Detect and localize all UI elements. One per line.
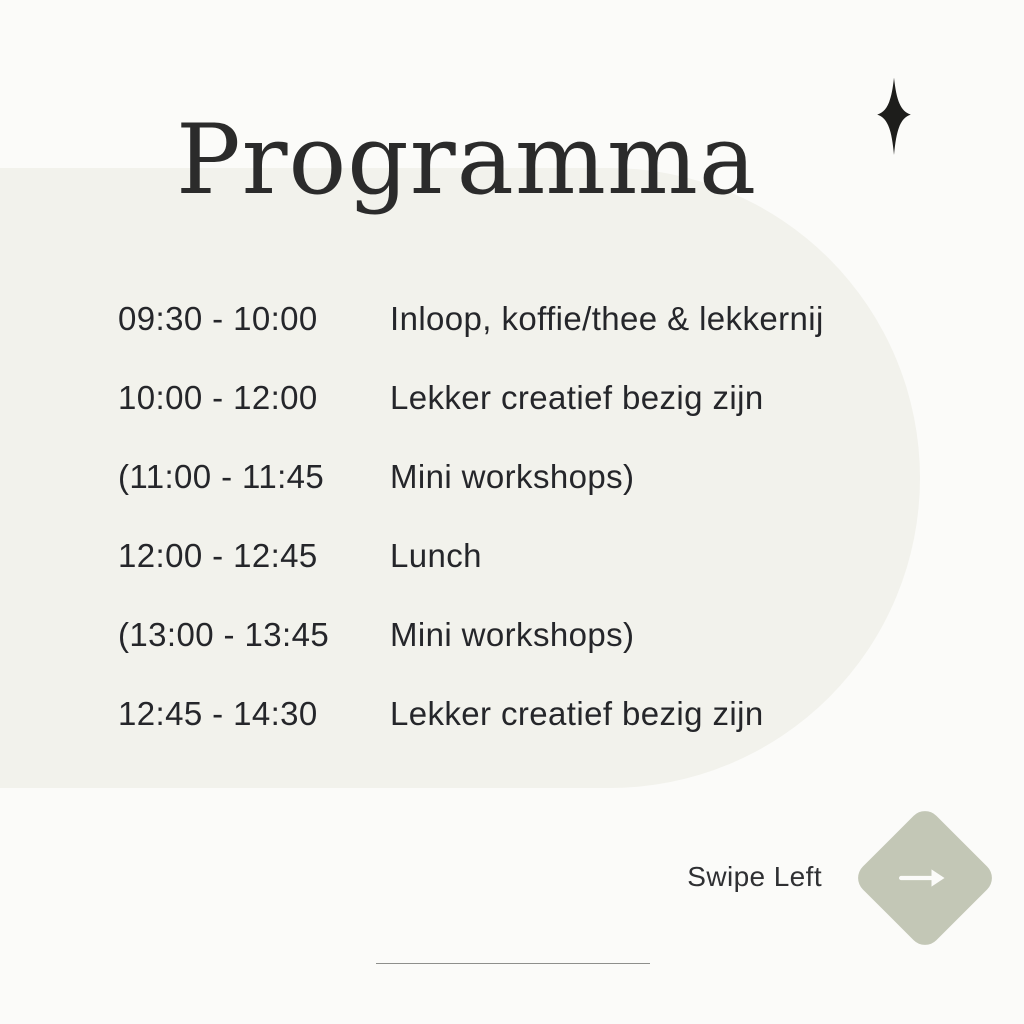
page-title: Programma — [176, 104, 758, 216]
list-item — [118, 458, 978, 537]
list-item — [118, 300, 978, 379]
schedule-description: Lunch — [390, 537, 482, 574]
schedule-description: Lekker creatief bezig zijn — [390, 695, 764, 732]
schedule-list — [118, 300, 978, 774]
divider — [376, 963, 650, 964]
schedule-time: 10:00 - 12:00 — [118, 379, 318, 416]
swipe-left-label: Swipe Left — [687, 861, 822, 892]
schedule-time: (13:00 - 13:45 — [118, 616, 330, 653]
arrow-right-icon — [873, 826, 977, 930]
schedule-time: (11:00 - 11:45 — [118, 458, 325, 495]
schedule-description: Mini workshops) — [390, 458, 635, 495]
list-item — [118, 616, 978, 695]
schedule-time: 12:00 - 12:45 — [118, 537, 318, 574]
schedule-description: Mini workshops) — [390, 616, 635, 653]
schedule-description: Inloop, koffie/thee & lekkernij — [390, 300, 824, 337]
list-item — [118, 537, 978, 616]
sparkle-icon — [852, 76, 936, 160]
swipe-next-button[interactable] — [851, 804, 998, 951]
schedule-time: 09:30 - 10:00 — [118, 300, 318, 337]
schedule-time: 12:45 - 14:30 — [118, 695, 318, 732]
list-item — [118, 695, 978, 774]
schedule-description: Lekker creatief bezig zijn — [390, 379, 764, 416]
list-item — [118, 379, 978, 458]
